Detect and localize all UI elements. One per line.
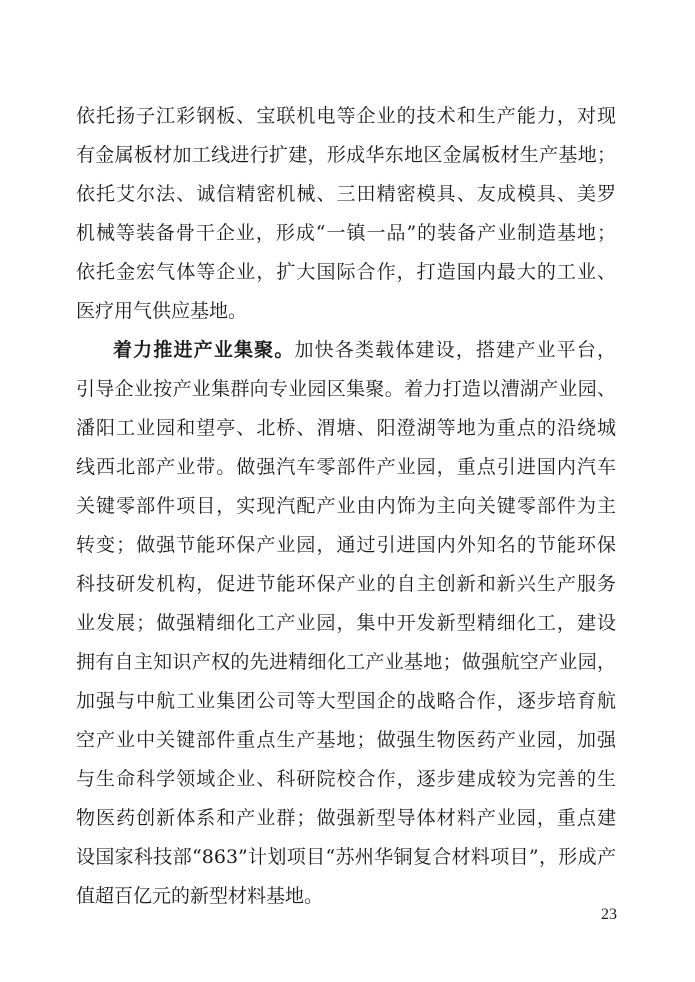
paragraph-2-line-15: 值超百亿元的新型材料基地。 [76,885,324,907]
paragraph-1-line-1: 依托扬子江彩钢板、宝联机电等企业的技术和生产能力，对现 [76,105,616,127]
page-number: 23 [601,906,617,923]
paragraph-2-line-10: 加强与中航工业集团公司等大型国企的战略合作，逐步培育航 [76,690,616,712]
paragraph-2-lead: 着力推进产业集聚。 [113,339,295,361]
paragraph-1-line-4: 机械等装备骨干企业，形成“一镇一品”的装备产业制造基地； [76,222,616,244]
paragraph-1-line-6: 医疗用气供应基地。 [76,300,248,322]
paragraph-2-line-1 [113,333,616,367]
paragraph-2-line-1-rest: 加快各类载体建设，搭建产业平台， [294,339,616,361]
paragraph-2-line-13: 物医药创新体系和产业群；做强新型导体材料产业园，重点建 [76,807,616,829]
paragraph-1-line-3: 依托艾尔法、诚信精密机械、三田精密模具、友成模具、美罗 [76,183,616,205]
paragraph-2-line-5: 关键零部件项目，实现汽配产业由内饰为主向关键零部件为主 [76,495,616,517]
paragraph-2-line-9: 拥有自主知识产权的先进精细化工产业基地；做强航空产业园， [76,651,616,673]
paragraph-2-line-2: 引导企业按产业集群向专业园区集聚。着力打造以漕湖产业园、 [76,378,616,400]
paragraph-2-line-6: 转变；做强节能环保产业园，通过引进国内外知名的节能环保 [76,534,616,556]
paragraph-2-line-12: 与生命科学领域企业、科研院校合作，逐步建成较为完善的生 [76,768,616,790]
paragraph-2-line-7: 科技研发机构，促进节能环保产业的自主创新和新兴生产服务 [76,573,616,595]
paragraph-2-line-11: 空产业中关键部件重点生产基地；做强生物医药产业园，加强 [76,729,616,751]
paragraph-1-line-2: 有金属板材加工线进行扩建，形成华东地区金属板材生产基地； [76,144,616,166]
paragraph-2-line-3: 潘阳工业园和望亭、北桥、渭塘、阳澄湖等地为重点的沿绕城 [76,417,616,439]
paragraph-2-line-8: 业发展；做强精细化工产业园，集中开发新型精细化工，建设 [76,612,616,634]
paragraph-1-line-5: 依托金宏气体等企业，扩大国际合作，打造国内最大的工业、 [76,261,616,283]
paragraph-2-line-4: 线西北部产业带。做强汽车零部件产业园，重点引进国内汽车 [76,456,616,478]
paragraph-2-line-14: 设国家科技部“863”计划项目“苏州华铜复合材料项目”，形成产 [76,846,616,868]
